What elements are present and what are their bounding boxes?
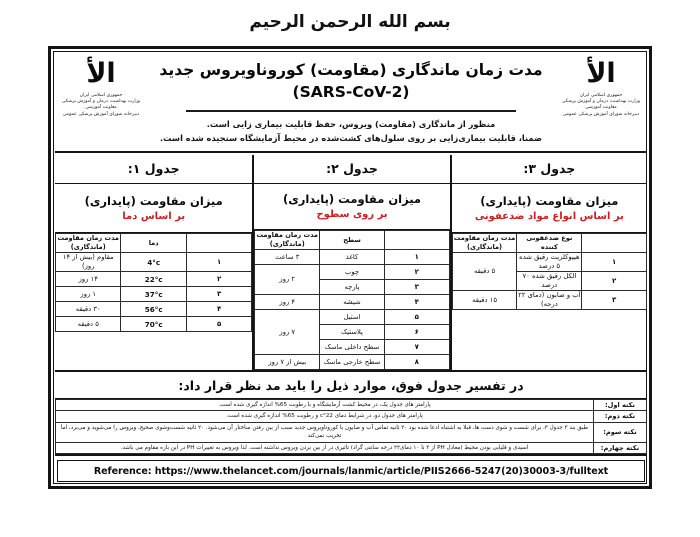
note-text: اسیدی و قلیایی بودن محیط (معادل PH از ۳ تا ۱۰ دمای۲۲ درجه سانتی گراد) تاثیری در از بین بردن ویروس نداشته است. لذا ویروس به تغییرات PH در این بازه مقاوم می باشد. [56,442,594,453]
cell-duration: ۲ روز [255,265,320,295]
note-text: پارامتر های جدول یک، در محیط کشت آزمایشگاه و با رطوبت 65% اندازه گیری شده است. [56,400,594,411]
table-row [56,272,252,287]
cell-duration: مقاوم (بیش از ۱۴ روز) [56,253,121,272]
cell-item: پارچه [320,280,385,295]
notes-title: در تفسیر جدول فوق، موارد ذیل را باید مد نظر قرار داد: [55,374,647,399]
table-3-subtitle-main: میزان مقاومت (پایداری) [480,193,619,208]
cell-item: کاغذ [320,250,385,265]
table-row [255,310,449,325]
tables-strip [55,155,647,372]
table-3-subtitle-accent: بر اساس انواع مواد ضدعفونی [474,210,624,222]
reference-link[interactable]: Reference: https://www.thelancet.com/journals/lanmic/article/PIIS2666-5247(20)30003-3/fulltext [93,465,609,477]
poster-header [55,53,647,153]
emblem-right-line-3: معاونت آموزشی [85,105,117,111]
note-row [56,400,647,411]
intro-line-1: منظور از ماندگاری (مقاومت) ویروس، حفظ قابلیت بیماری زایی است. [206,119,496,129]
table-3-column [450,155,647,370]
title-divider [186,110,516,112]
table-2-th-duration: مدت زمان مقاومت (ماندگاری) [256,231,319,248]
emblem-right-line-2: وزارت بهداشت، درمان و آموزش پزشکی [61,99,141,105]
emblem-line-3: معاونت آموزشی [585,105,617,111]
note-text: پارامتر های جدول دو، در شرایط دمای 22°c و رطوبت 65% اندازه گیری شده است. [56,411,594,422]
note-label: نکته سوم: [594,422,647,442]
table-1-subtitle-main: میزان مقاومت (پایداری) [84,193,223,208]
table-3-body [452,253,646,310]
header-center [147,53,555,151]
table-1-th-duration: مدت زمان مقاومت (ماندگاری) [57,234,120,251]
cell-item: سطح داخلی ماسک [320,340,385,355]
table-2-subtitle [254,184,449,230]
cell-index: ۱ [582,253,647,272]
cell-item: پلاستیک [320,325,385,340]
cell-temperature: 56°c [121,302,186,317]
cell-index: ۱ [384,250,449,265]
cell-temperature: 4°c [121,253,186,272]
cell-index: ۵ [384,310,449,325]
table-1-caption: جدول ۱: [55,155,252,184]
emblem-line-4: دبیرخانه شورای آموزش پزشکی عمومی [562,111,640,117]
emblem-left-text [562,93,640,118]
cell-index: ۴ [186,302,251,317]
table-3 [452,233,647,310]
table-row [452,291,646,310]
emblem-line-2: وزارت بهداشت، درمان و آموزش پزشکی [561,99,641,105]
table-1-body [56,253,252,332]
table-1-header-row [56,234,252,253]
page-title: مدت زمان ماندگاری (مقاومت) کوروناویروس جدید (SARS-CoV-2) [159,61,543,101]
cell-index: ۵ [186,317,251,332]
note-row [56,411,647,422]
table-3-th-index [582,234,647,253]
note-label: نکته دوم: [594,411,647,422]
table-1-column [55,155,252,370]
emblem-right-line-4: دبیرخانه شورای آموزش پزشکی عمومی [62,111,140,117]
table-2-header-row [255,231,449,250]
table-3-caption: جدول ۳: [452,155,647,184]
table-1-th-index [186,234,251,253]
table-3-header-row [452,234,646,253]
note-row [56,442,647,453]
cell-index: ۶ [384,325,449,340]
iran-emblem-icon-right: اﻷ [86,58,116,89]
poster-frame [48,46,652,489]
table-row [452,253,646,272]
table-row [56,302,252,317]
table-2-subtitle-accent: بر روی سطوح [316,209,388,220]
emblem-right-line-1: جمهوری اسلامی ایران [79,93,123,98]
table-2-th-item: سطح [320,231,385,250]
table-row [56,317,252,332]
cell-index: ۲ [384,265,449,280]
table-row [255,265,449,280]
notes-table-body [56,400,647,454]
cell-item: سطح خارجی ماسک [320,355,385,370]
cell-temperature: 70°c [121,317,186,332]
cell-index: ۱ [186,253,251,272]
emblem-left [555,53,647,151]
cell-duration: ۷ روز [255,310,320,355]
cell-index: ۳ [186,287,251,302]
bismillah-calligraphy: بسم الله الرحمن الرحیم [249,12,451,32]
table-1-subtitle-accent: بر اساس دما [122,210,186,222]
emblem-right [55,53,147,151]
note-row [56,422,647,442]
table-1-subtitle [55,184,252,233]
table-3-subtitle [452,184,647,233]
reference-box [57,460,645,482]
cell-index: ۳ [582,291,647,310]
cell-duration: ۵ دقیقه [452,253,517,291]
cell-index: ۷ [384,340,449,355]
table-3-th-duration: مدت زمان مقاومت (ماندگاری) [453,234,516,251]
cell-duration: ۱ روز [56,287,121,302]
cell-index: ۴ [384,295,449,310]
table-2-th-index [384,231,449,250]
reference-section [55,458,647,484]
table-2-subtitle-main: میزان مقاومت (پایداری) [282,192,422,206]
cell-item: چوب [320,265,385,280]
cell-duration: بیش از ۷ روز [255,355,320,370]
note-label: نکته اول: [594,400,647,411]
table-row [255,355,449,370]
cell-duration: ۵ دقیقه [56,317,121,332]
cell-index: ۳ [384,280,449,295]
table-2-body [255,250,449,370]
cell-index: ۲ [186,272,251,287]
cell-duration: ۱۵ دقیقه [452,291,517,310]
table-2-caption: جدول ۲: [254,155,449,184]
notes-section [55,374,647,456]
cell-duration: ۳۰ دقیقه [56,302,121,317]
table-row [56,253,252,272]
table-row [255,295,449,310]
emblem-right-text [62,93,140,118]
intro-line-2: ضمنا، قابلیت بیماری‌زایی بر روی سلول‌های کشت‌شده در محیط آزمایشگاه سنجیده شده است. [159,132,543,143]
cell-temperature: 22°c [121,272,186,287]
cell-duration: ۳ ساعت [255,250,320,265]
table-row [255,250,449,265]
table-1 [55,233,252,332]
cell-item: استیل [320,310,385,325]
cell-item: الکل رقیق شده ۷۰ درصد [517,272,582,291]
table-2-column [252,155,449,370]
cell-item: آب و صابون (دمای ۲۲ درجه) [518,291,581,308]
note-label: نکته چهارم: [594,442,647,453]
note-text: طبق بند ۳ جدول ۳، برای شست و شوی دست ها، قبلا به اشتباه ادعا شده بود ۲۰ ثانیه تماس آب و صابون با کوروناویروس جدید سبب از بین رفتن ساختار آن می‌شود. ۲۰ ثانیه شست‌وشوی صحیح، ویروس را می‌شوید و می‌برد، اما تخریب نمی‌کند [56,422,594,442]
cell-item: هیپوکلریت رقیق شده ۵ درصد [517,253,582,272]
cell-duration: ۴ روز [255,295,320,310]
cell-index: ۸ [384,355,449,370]
table-2 [254,230,449,370]
iran-emblem-icon: اﻷ [586,58,616,89]
notes-table [55,399,647,454]
cell-temperature: 37°c [121,287,186,302]
table-1-th-item: دما [121,234,186,253]
table-row [56,287,252,302]
cell-index: ۲ [582,272,647,291]
cell-item: شیشه [320,295,385,310]
emblem-line-1: جمهوری اسلامی ایران [579,93,623,98]
table-3-th-item: نوع ضدعفونی کننده [517,234,582,253]
cell-duration: ۱۴ روز [56,272,121,287]
